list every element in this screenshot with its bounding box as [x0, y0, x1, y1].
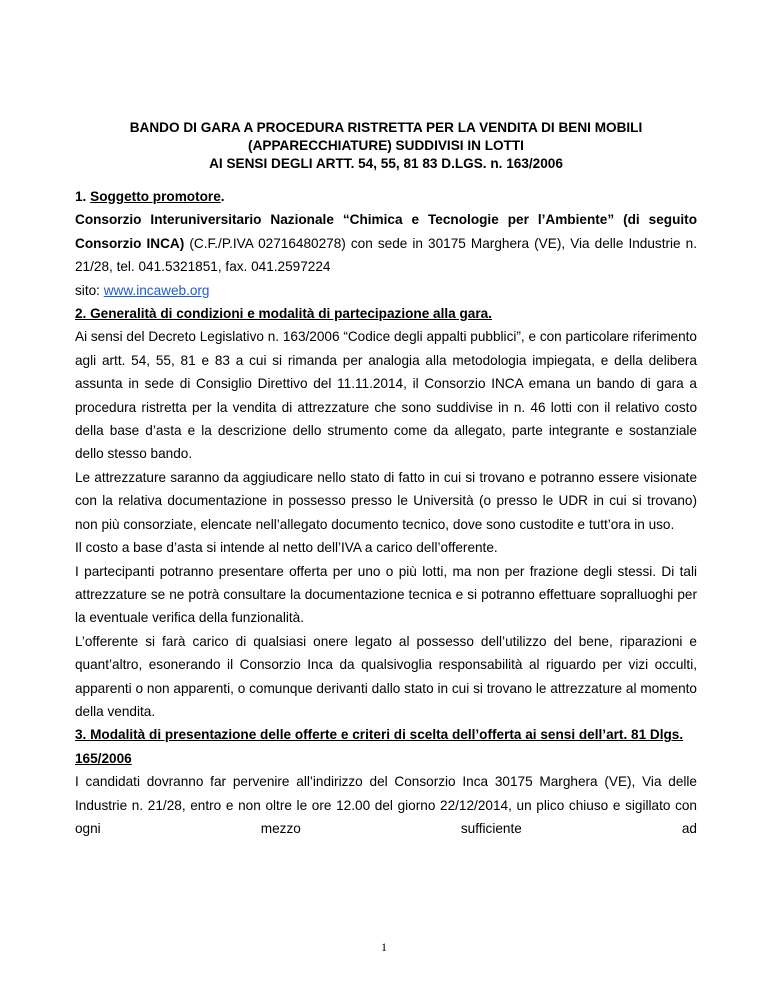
title-line-3: AI SENSI DEGLI ARTT. 54, 55, 81 83 D.LGS. n. 163/2006	[209, 156, 563, 171]
section-2-paragraph-5: L’offerente si farà carico di qualsiasi onere legato al possesso dell’utilizzo del bene, riparazioni e quant’altro, esonerando il Consorzio Inca da qualsivoglia responsabilità al riguardo per vizi occulti, apparenti o non apparenti, o comunque derivanti dallo stato in cui si trovano le attrezzature al momento della vendita.	[75, 633, 697, 719]
document-title	[75, 119, 697, 173]
website-line: sito: www.incaweb.org	[75, 282, 210, 298]
document-body	[75, 185, 697, 840]
section-2-paragraph-1: Ai sensi del Decreto Legislativo n. 163/2006 “Codice degli appalti pubblici”, e con particolare riferimento agli artt. 54, 55, 81 e 83 a cui si rimanda per analogia alla metodologia impiegata, e della delibera assunta in sede di Consiglio Direttivo del 11.11.2014, il Consorzio INCA emana un bando di gara a procedura ristretta per la vendita di attrezzature che sono suddivise in n. 46 lotti con il relativo costo della base d’asta e la descrizione dello strumento come da allegato, parte integrante e sostanziale dello stesso bando.	[75, 329, 697, 462]
title-line-2: (APPARECCHIATURE) SUDDIVISI IN LOTTI	[248, 138, 524, 153]
section-1-heading-text: Soggetto promotore	[90, 189, 221, 204]
section-3-heading: 3. Modalità di presentazione delle offerte e criteri di scelta dell’offerta ai sensi dell’art. 81 Dlgs. 165/2006	[75, 727, 684, 766]
section-2-paragraph-4: I partecipanti potranno presentare offerta per uno o più lotti, ma non per frazione degli stessi. Di tali attrezzature se ne potrà consultare la documentazione tecnica e si potranno effettuare sopralluoghi per la eventuale verifica della funzionalità.	[75, 563, 697, 626]
section-2-paragraph-2: Le attrezzature saranno da aggiudicare nello stato di fatto in cui si trovano e potranno essere visionate con la relativa documentazione in possesso presso le Università (o presso le UDR in cui si trovano) non più consorziate, elencate nell’allegato documento tecnico, dove sono custodite e tutt’ora in uso.	[75, 469, 697, 532]
section-1-paragraph	[75, 208, 697, 278]
section-1-heading: 1. Soggetto promotore.	[75, 189, 225, 204]
title-line-1: BANDO DI GARA A PROCEDURA RISTRETTA PER LA VENDITA DI BENI MOBILI	[129, 120, 643, 135]
organization-name: Consorzio Interuniversitario Nazionale “Chimica e Tecnologie per l’Ambiente” (di seguito Consorzio INCA)	[75, 212, 697, 251]
section-2-heading: 2. Generalità di condizioni e modalità di partecipazione alla gara.	[75, 306, 492, 322]
website-link[interactable]: www.incaweb.org	[103, 282, 210, 298]
page-number: 1	[381, 940, 387, 954]
section-2-paragraph-3: Il costo a base d’asta si intende al netto dell’IVA a carico dell’offerente.	[75, 540, 498, 556]
section-3-paragraph-1: I candidati dovranno far pervenire all’indirizzo del Consorzio Inca 30175 Marghera (VE), Via delle Industrie n. 21/28, entro e non oltre le ore 12.00 del giorno 22/12/2014, un plico chiuso e sigillato con ogni mezzo sufficiente ad	[75, 774, 697, 836]
organization-details: (C.F./P.IVA 02716480278) con sede in 30175 Marghera (VE), Via delle Industrie n. 21/28, tel. 041.5321851, fax. 041.2597224	[75, 235, 697, 275]
